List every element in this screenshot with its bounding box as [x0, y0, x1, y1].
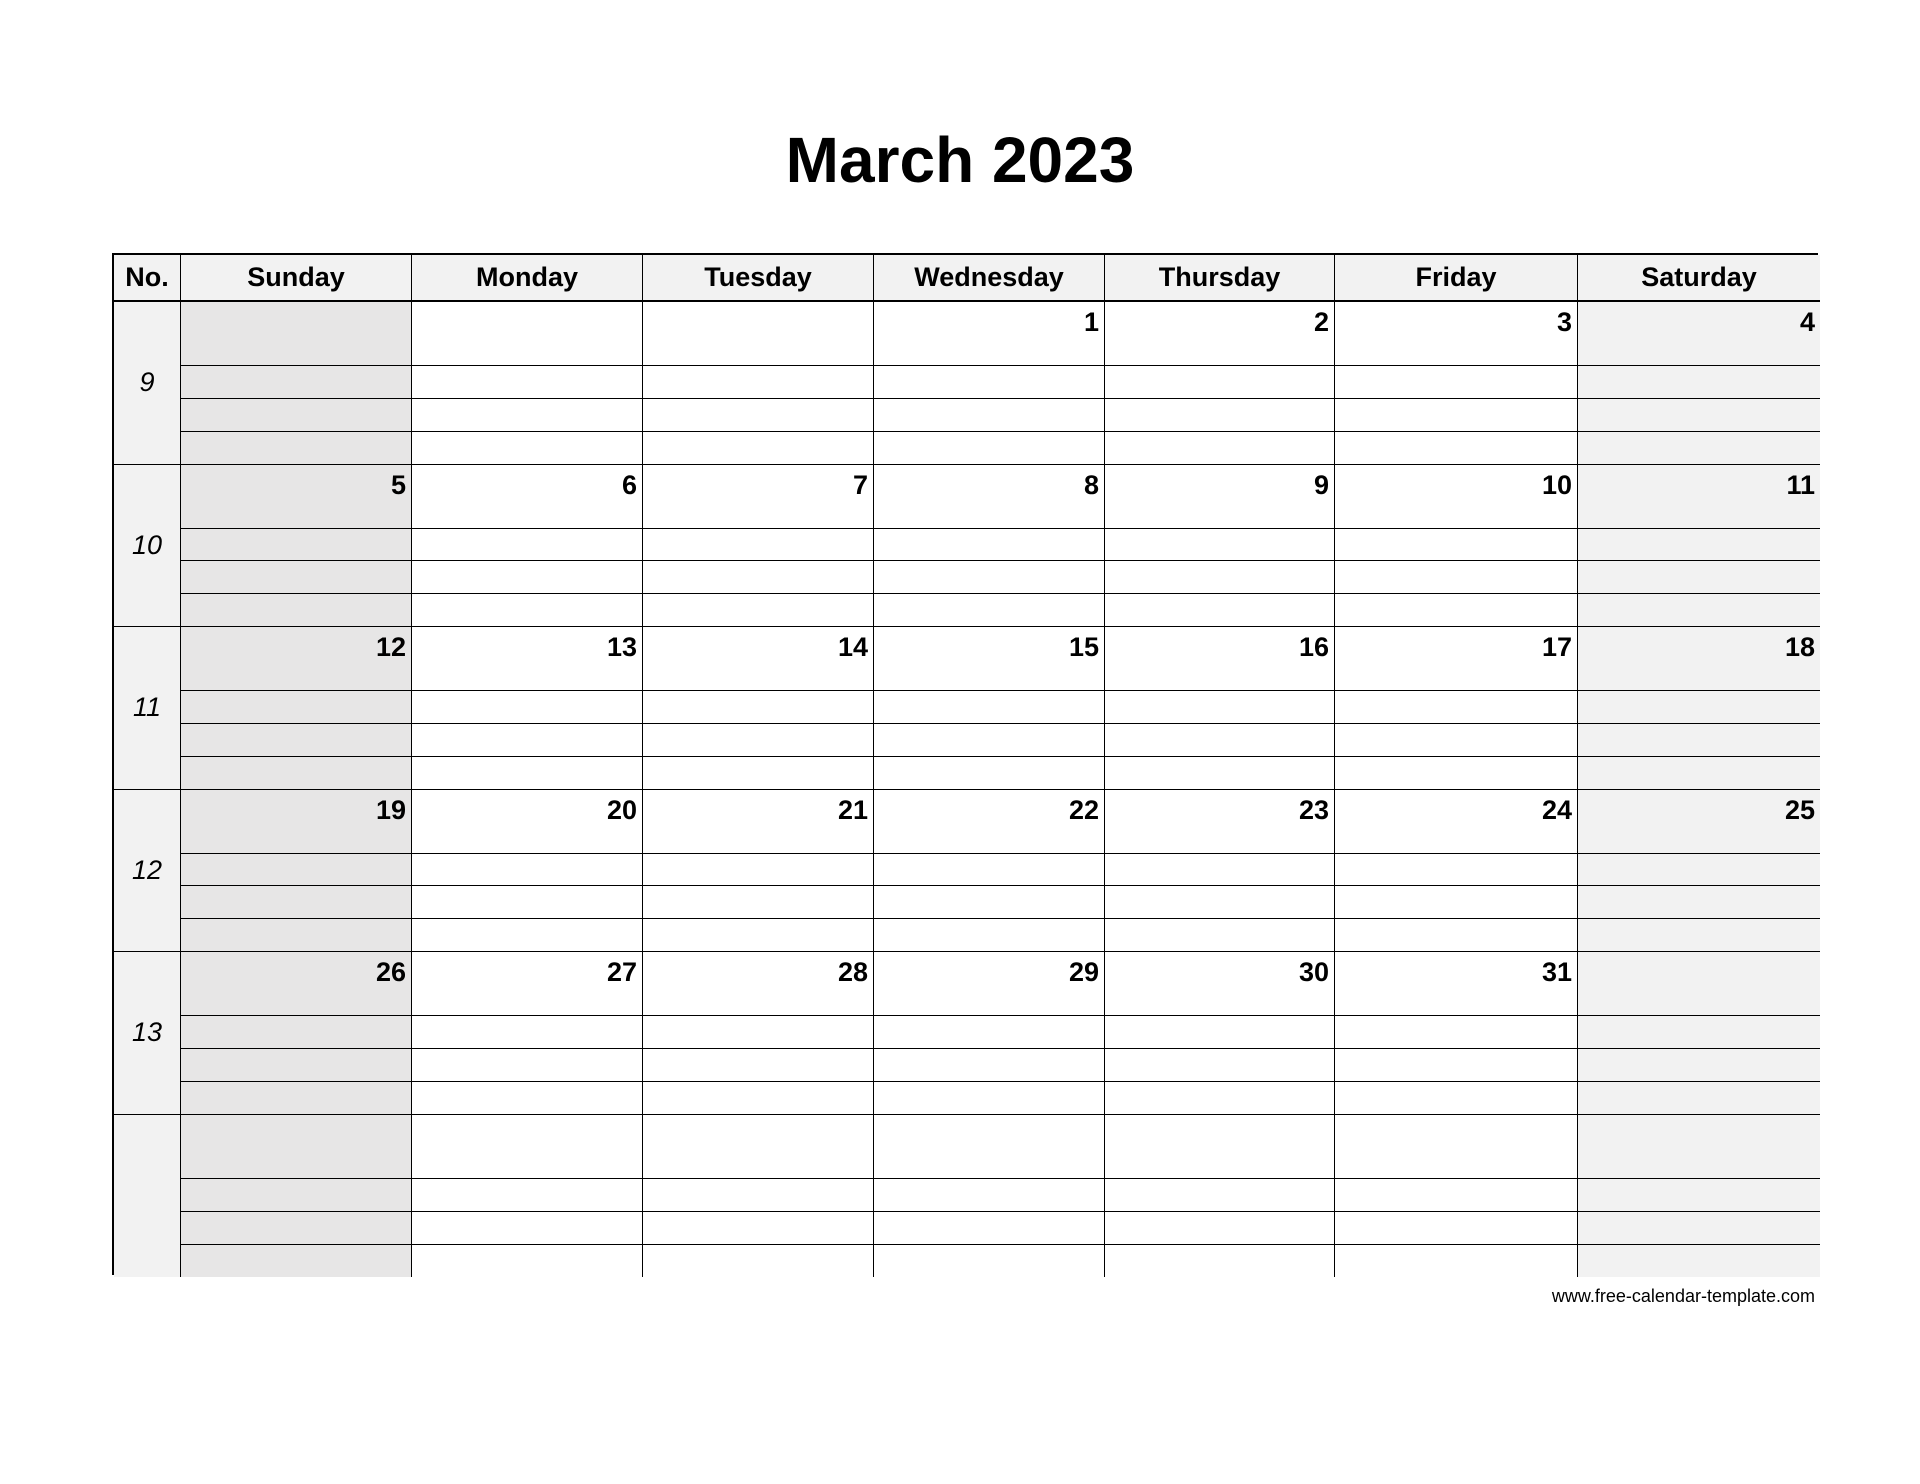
- note-line[interactable]: [1335, 399, 1577, 432]
- note-line[interactable]: [874, 1082, 1104, 1114]
- day-header-area: [643, 1115, 873, 1179]
- website-credit: www.free-calendar-template.com: [1551, 1286, 1815, 1306]
- day-header-area: [412, 952, 642, 1016]
- note-line[interactable]: [643, 757, 873, 789]
- note-line[interactable]: [181, 529, 411, 562]
- note-line[interactable]: [643, 399, 873, 432]
- day-header-area: [1335, 1115, 1577, 1179]
- header-monday: Monday: [412, 255, 643, 302]
- note-line[interactable]: [181, 1245, 411, 1277]
- note-line[interactable]: [1105, 366, 1334, 399]
- day-number: 16: [1298, 632, 1329, 662]
- day-cell-friday[interactable]: [1335, 302, 1578, 465]
- week-number: 9: [139, 367, 155, 398]
- day-cell-sunday[interactable]: [181, 790, 412, 953]
- note-line[interactable]: [874, 1212, 1104, 1245]
- day-cell-wednesday[interactable]: [874, 1115, 1105, 1278]
- note-line[interactable]: [1105, 1179, 1334, 1212]
- note-line[interactable]: [874, 1245, 1104, 1277]
- day-cell-saturday[interactable]: [1578, 790, 1820, 953]
- note-line[interactable]: [874, 529, 1104, 562]
- week-number-cell: [114, 1115, 181, 1278]
- note-line[interactable]: [181, 691, 411, 724]
- note-line[interactable]: [643, 1179, 873, 1212]
- note-line[interactable]: [874, 594, 1104, 626]
- note-line[interactable]: [1578, 432, 1820, 464]
- day-header-area: [181, 465, 411, 529]
- note-line[interactable]: [1335, 366, 1577, 399]
- day-cell-thursday[interactable]: [1105, 790, 1335, 953]
- note-line[interactable]: [874, 757, 1104, 789]
- note-line[interactable]: [1335, 919, 1577, 951]
- day-number: 26: [375, 957, 406, 987]
- day-header-area: [1105, 1115, 1334, 1179]
- note-line[interactable]: [412, 691, 642, 724]
- day-header-area: [1578, 952, 1820, 1016]
- day-cell-monday[interactable]: [412, 465, 643, 628]
- header-friday: Friday: [1335, 255, 1578, 302]
- day-number: 2: [1313, 307, 1329, 337]
- note-line[interactable]: [1578, 529, 1820, 562]
- note-line[interactable]: [643, 432, 873, 464]
- note-line[interactable]: [412, 366, 642, 399]
- day-cell-tuesday[interactable]: [643, 790, 874, 953]
- note-line[interactable]: [1578, 757, 1820, 789]
- note-line[interactable]: [874, 919, 1104, 951]
- day-header-area: [412, 627, 642, 691]
- note-line[interactable]: [643, 691, 873, 724]
- note-line[interactable]: [1335, 691, 1577, 724]
- day-header-area: [1335, 627, 1577, 691]
- note-line[interactable]: [643, 594, 873, 626]
- note-line[interactable]: [874, 886, 1104, 919]
- day-cell-saturday[interactable]: [1578, 1115, 1820, 1278]
- day-header-area: [874, 302, 1104, 366]
- note-line[interactable]: [1578, 691, 1820, 724]
- day-number: 23: [1298, 794, 1329, 825]
- day-cell-wednesday[interactable]: [874, 465, 1105, 628]
- day-cell-thursday[interactable]: [1105, 627, 1335, 790]
- day-header-area: [412, 465, 642, 529]
- note-line[interactable]: [412, 919, 642, 951]
- day-number: 5: [390, 469, 406, 500]
- header-wednesday: Wednesday: [874, 255, 1105, 302]
- day-cell-sunday[interactable]: [181, 465, 412, 628]
- day-header-area: [181, 627, 411, 691]
- note-line[interactable]: [412, 561, 642, 594]
- day-number: 7: [852, 469, 868, 500]
- day-cell-sunday[interactable]: [181, 627, 412, 790]
- day-cell-tuesday[interactable]: [643, 465, 874, 628]
- note-line[interactable]: [1105, 757, 1334, 789]
- day-number: 6: [621, 469, 637, 500]
- note-line[interactable]: [874, 366, 1104, 399]
- day-number: 25: [1784, 794, 1815, 825]
- day-cell-monday[interactable]: [412, 1115, 643, 1278]
- day-number: 12: [375, 632, 406, 662]
- day-cell-saturday[interactable]: [1578, 952, 1820, 1115]
- calendar-grid: [112, 253, 1818, 1275]
- day-cell-thursday[interactable]: [1105, 952, 1335, 1115]
- day-header-area: [874, 952, 1104, 1016]
- note-line[interactable]: [1578, 1082, 1820, 1114]
- day-cell-thursday[interactable]: [1105, 465, 1335, 628]
- note-line[interactable]: [1105, 1049, 1334, 1082]
- note-line[interactable]: [874, 1049, 1104, 1082]
- note-line[interactable]: [412, 1212, 642, 1245]
- day-header-area: [1335, 302, 1577, 366]
- day-number: 14: [837, 632, 868, 662]
- day-cell-friday[interactable]: [1335, 790, 1578, 953]
- day-header-area: [181, 1115, 411, 1179]
- day-cell-friday[interactable]: [1335, 952, 1578, 1115]
- day-number: 30: [1298, 957, 1329, 987]
- day-cell-tuesday[interactable]: [643, 1115, 874, 1278]
- note-line[interactable]: [1105, 691, 1334, 724]
- note-line[interactable]: [1578, 1179, 1820, 1212]
- note-line[interactable]: [643, 854, 873, 887]
- header-tuesday: Tuesday: [643, 255, 874, 302]
- day-header-area: [874, 627, 1104, 691]
- day-header-area: [412, 302, 642, 366]
- note-line[interactable]: [181, 1082, 411, 1114]
- note-line[interactable]: [1105, 1016, 1334, 1049]
- note-line[interactable]: [1578, 366, 1820, 399]
- day-header-area: [1578, 465, 1820, 529]
- note-line[interactable]: [643, 1212, 873, 1245]
- note-line[interactable]: [181, 919, 411, 951]
- day-header-area: [874, 1115, 1104, 1179]
- note-line[interactable]: [874, 724, 1104, 757]
- note-line[interactable]: [1335, 594, 1577, 626]
- note-line[interactable]: [1578, 1049, 1820, 1082]
- note-line[interactable]: [412, 529, 642, 562]
- note-line[interactable]: [1578, 854, 1820, 887]
- header-saturday: Saturday: [1578, 255, 1820, 302]
- day-cell-friday[interactable]: [1335, 465, 1578, 628]
- note-line[interactable]: [181, 724, 411, 757]
- day-cell-monday[interactable]: [412, 302, 643, 465]
- note-line[interactable]: [1335, 1016, 1577, 1049]
- day-number: 19: [375, 794, 406, 825]
- week-number-cell: [114, 627, 181, 790]
- header-sunday: Sunday: [181, 255, 412, 302]
- note-line[interactable]: [412, 854, 642, 887]
- header-thursday: Thursday: [1105, 255, 1335, 302]
- note-line[interactable]: [1105, 594, 1334, 626]
- day-header-area: [181, 790, 411, 854]
- note-line[interactable]: [412, 594, 642, 626]
- note-line[interactable]: [181, 432, 411, 464]
- note-line[interactable]: [1105, 724, 1334, 757]
- note-line[interactable]: [1578, 1016, 1820, 1049]
- note-line[interactable]: [181, 1016, 411, 1049]
- day-number: 15: [1068, 632, 1099, 662]
- note-line[interactable]: [1105, 886, 1334, 919]
- day-cell-tuesday[interactable]: [643, 302, 874, 465]
- day-cell-sunday[interactable]: [181, 952, 412, 1115]
- note-line[interactable]: [1105, 1082, 1334, 1114]
- note-line[interactable]: [643, 529, 873, 562]
- day-cell-wednesday[interactable]: [874, 952, 1105, 1115]
- day-header-area: [412, 1115, 642, 1179]
- day-number: 31: [1541, 957, 1572, 987]
- note-line[interactable]: [1105, 854, 1334, 887]
- day-header-area: [1335, 952, 1577, 1016]
- note-line[interactable]: [874, 1179, 1104, 1212]
- day-number: 11: [1786, 469, 1815, 500]
- note-line[interactable]: [1335, 1049, 1577, 1082]
- day-number: 4: [1799, 307, 1815, 337]
- day-header-area: [181, 952, 411, 1016]
- note-line[interactable]: [1105, 919, 1334, 951]
- week-number-cell: [114, 790, 181, 953]
- day-header-area: [1105, 790, 1334, 854]
- day-header-area: [643, 627, 873, 691]
- note-line[interactable]: [1335, 757, 1577, 789]
- note-line[interactable]: [181, 1049, 411, 1082]
- day-header-area: [1578, 1115, 1820, 1179]
- note-line[interactable]: [1335, 886, 1577, 919]
- day-cell-tuesday[interactable]: [643, 952, 874, 1115]
- note-line[interactable]: [643, 886, 873, 919]
- note-line[interactable]: [1105, 399, 1334, 432]
- day-cell-wednesday[interactable]: [874, 302, 1105, 465]
- week-number: 12: [131, 854, 163, 885]
- day-cell-monday[interactable]: [412, 790, 643, 953]
- week-number-cell: [114, 952, 181, 1115]
- day-header-area: [1105, 627, 1334, 691]
- day-header-area: [643, 952, 873, 1016]
- note-line[interactable]: [181, 366, 411, 399]
- note-line[interactable]: [181, 594, 411, 626]
- note-line[interactable]: [1105, 432, 1334, 464]
- note-line[interactable]: [412, 432, 642, 464]
- day-cell-sunday[interactable]: [181, 302, 412, 465]
- note-line[interactable]: [1335, 724, 1577, 757]
- day-header-area: [1105, 952, 1334, 1016]
- day-header-area: [1105, 465, 1334, 529]
- note-line[interactable]: [1105, 1245, 1334, 1277]
- note-line[interactable]: [181, 886, 411, 919]
- note-line[interactable]: [412, 1245, 642, 1277]
- note-line[interactable]: [1578, 1245, 1820, 1277]
- day-header-area: [1105, 302, 1334, 366]
- note-line[interactable]: [874, 691, 1104, 724]
- week-number: 11: [132, 692, 162, 723]
- note-line[interactable]: [643, 561, 873, 594]
- day-number: 22: [1068, 794, 1099, 825]
- note-line[interactable]: [1335, 529, 1577, 562]
- note-line[interactable]: [412, 886, 642, 919]
- day-number: 17: [1541, 632, 1572, 662]
- note-line[interactable]: [643, 1016, 873, 1049]
- day-header-area: [874, 465, 1104, 529]
- note-line[interactable]: [643, 724, 873, 757]
- note-line[interactable]: [643, 919, 873, 951]
- note-line[interactable]: [181, 854, 411, 887]
- day-cell-wednesday[interactable]: [874, 790, 1105, 953]
- day-header-area: [1578, 302, 1820, 366]
- note-line[interactable]: [643, 1082, 873, 1114]
- day-number: 10: [1541, 469, 1572, 500]
- note-line[interactable]: [874, 399, 1104, 432]
- note-line[interactable]: [412, 1049, 642, 1082]
- note-line[interactable]: [643, 1049, 873, 1082]
- day-number: 18: [1784, 632, 1815, 662]
- note-line[interactable]: [1578, 594, 1820, 626]
- note-line[interactable]: [1105, 529, 1334, 562]
- header-week-number: No.: [114, 255, 181, 302]
- day-header-area: [1335, 465, 1577, 529]
- note-line[interactable]: [1578, 561, 1820, 594]
- day-cell-sunday[interactable]: [181, 1115, 412, 1278]
- note-line[interactable]: [412, 724, 642, 757]
- note-line[interactable]: [1335, 561, 1577, 594]
- day-cell-monday[interactable]: [412, 627, 643, 790]
- note-line[interactable]: [874, 854, 1104, 887]
- day-cell-tuesday[interactable]: [643, 627, 874, 790]
- day-number: 13: [606, 632, 637, 662]
- day-number: 28: [837, 957, 868, 987]
- note-line[interactable]: [1105, 561, 1334, 594]
- day-number: 27: [606, 957, 637, 987]
- note-line[interactable]: [1335, 1245, 1577, 1277]
- note-line[interactable]: [1578, 399, 1820, 432]
- week-number: 10: [131, 529, 163, 560]
- week-number-cell: [114, 465, 181, 628]
- day-header-area: [412, 790, 642, 854]
- note-line[interactable]: [1335, 854, 1577, 887]
- day-cell-wednesday[interactable]: [874, 627, 1105, 790]
- note-line[interactable]: [643, 1245, 873, 1277]
- day-cell-friday[interactable]: [1335, 1115, 1578, 1278]
- day-header-area: [1578, 790, 1820, 854]
- day-cell-saturday[interactable]: [1578, 465, 1820, 628]
- day-number: 21: [837, 794, 868, 825]
- note-line[interactable]: [412, 757, 642, 789]
- note-line[interactable]: [1335, 1212, 1577, 1245]
- day-cell-saturday[interactable]: [1578, 627, 1820, 790]
- day-header-area: [874, 790, 1104, 854]
- day-header-area: [181, 302, 411, 366]
- day-header-area: [1578, 627, 1820, 691]
- note-line[interactable]: [412, 1179, 642, 1212]
- note-line[interactable]: [181, 1212, 411, 1245]
- note-line[interactable]: [874, 1016, 1104, 1049]
- day-cell-monday[interactable]: [412, 952, 643, 1115]
- note-line[interactable]: [1578, 886, 1820, 919]
- note-line[interactable]: [181, 399, 411, 432]
- note-line[interactable]: [1105, 1212, 1334, 1245]
- day-header-area: [643, 790, 873, 854]
- note-line[interactable]: [1578, 919, 1820, 951]
- day-number: 3: [1556, 307, 1572, 337]
- week-number-cell: [114, 302, 181, 465]
- day-header-area: [643, 302, 873, 366]
- day-number: 9: [1313, 469, 1329, 500]
- note-line[interactable]: [181, 1179, 411, 1212]
- day-number: 8: [1083, 469, 1099, 500]
- note-line[interactable]: [1578, 724, 1820, 757]
- note-line[interactable]: [412, 399, 642, 432]
- day-number: 20: [606, 794, 637, 825]
- note-line[interactable]: [874, 561, 1104, 594]
- note-line[interactable]: [181, 561, 411, 594]
- note-line[interactable]: [643, 366, 873, 399]
- day-cell-thursday[interactable]: [1105, 302, 1335, 465]
- day-header-area: [1335, 790, 1577, 854]
- calendar-title: March 2023: [785, 124, 1135, 196]
- note-line[interactable]: [412, 1016, 642, 1049]
- note-line[interactable]: [1335, 1179, 1577, 1212]
- day-number: 1: [1083, 307, 1099, 337]
- note-line[interactable]: [181, 757, 411, 789]
- day-number: 24: [1541, 794, 1572, 825]
- day-header-area: [643, 465, 873, 529]
- day-cell-saturday[interactable]: [1578, 302, 1820, 465]
- week-number: 13: [131, 1017, 163, 1048]
- note-line[interactable]: [1335, 432, 1577, 464]
- note-line[interactable]: [1578, 1212, 1820, 1245]
- day-number: 29: [1068, 957, 1099, 987]
- day-cell-thursday[interactable]: [1105, 1115, 1335, 1278]
- day-cell-friday[interactable]: [1335, 627, 1578, 790]
- note-line[interactable]: [1335, 1082, 1577, 1114]
- note-line[interactable]: [412, 1082, 642, 1114]
- note-line[interactable]: [874, 432, 1104, 464]
